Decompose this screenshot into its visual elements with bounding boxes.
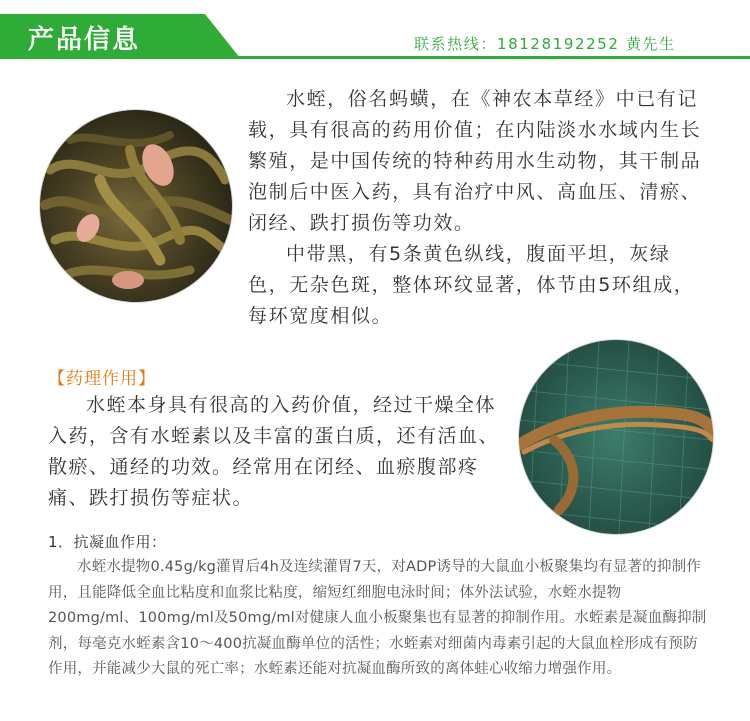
intro-paragraph-1: 水蛭，俗名蚂蟥，在《神农本草经》中已有记载，具有很高的药用价值；在内陆淡水水域内生长繁殖，是中国传统的特种药用水生动物，其干制品泡制后中医入药，具有治疗中风、高血压、清瘀、闭经、跌打损伤等功效。 (248, 88, 702, 234)
header-divider (0, 56, 750, 59)
pharmacology-text (48, 390, 508, 514)
pharmacology-paragraph: 水蛭本身具有很高的入药价值，经过干燥全体入药，含有水蛭素以及丰富的蛋白质，还有活血、散瘀、通经的功效。经常用在闭经、血瘀腹部疼痛、跌打损伤等症状。 (48, 394, 500, 509)
leeches-in-hand-photo (40, 110, 232, 302)
anticoagulant-heading: 1．抗凝血作用： (48, 533, 167, 551)
leech-on-net-photo (519, 340, 713, 534)
pharmacology-section-title: 【药理作用】 (48, 369, 156, 389)
intro-text (248, 84, 710, 332)
intro-paragraph-2: 中带黑，有5条黄色纵线，腹面平坦，灰绿色，无杂色斑，整体环纹显著，体节由5环组成，每环宽度相似。 (248, 243, 695, 327)
anticoagulant-text (48, 555, 710, 683)
header-bar (0, 14, 750, 58)
anticoagulant-paragraph: 水蛭水提物0.45g/kg灌胃后4h及连续灌胃7天，对ADP诱导的大鼠血小板聚集均有显著的抑制作用，且能降低全血比粘度和血浆比粘度，缩短红细胞电泳时间；体外法试验，水蛭水提物200mg/ml、100mg/ml及50mg/ml对健康人血小板聚集也有显著的抑制作用。水蛭素是凝血酶抑制剂，每毫克水蛭素含10～400抗凝血酶单位的活性；水蛭素对细菌内毒素引起的大鼠血栓形成有预防作用，并能减少大鼠的死亡率；水蛭素还能对抗凝血酶所致的离体蛙心收缩力增强作用。 (48, 559, 707, 677)
contact-hotline: 联系热线：18128192252 黄先生 (414, 35, 676, 53)
page-title: 产品信息 (28, 25, 141, 55)
